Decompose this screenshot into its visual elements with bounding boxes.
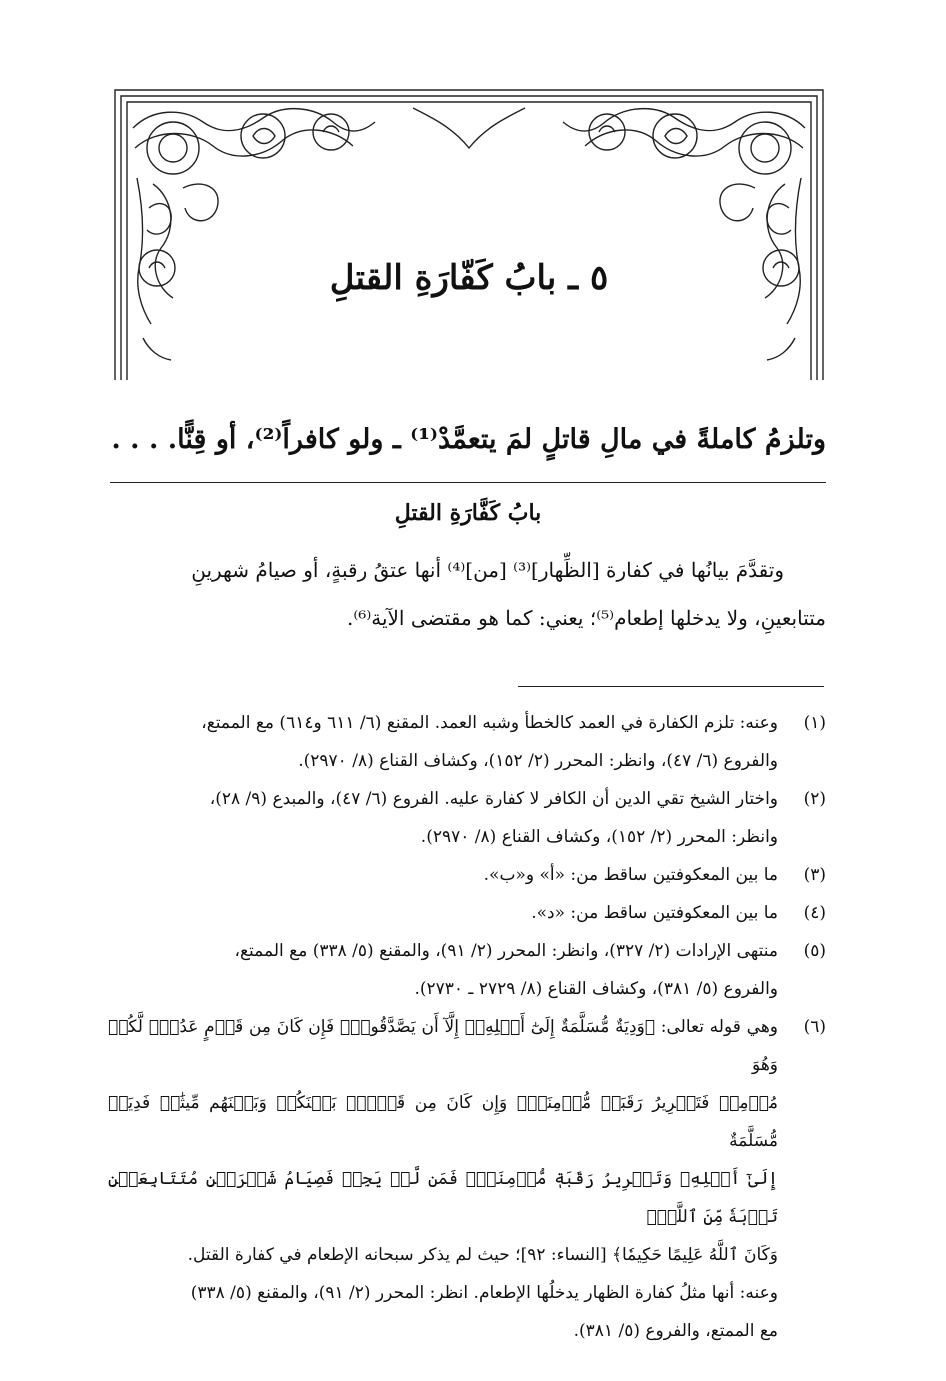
sharh-line: وتقدَّمَ بيانُها في كفارة [الظِّهار]⁽³⁾ [من]⁽⁴⁾ أنها عتقُ رقبةٍ، أو صيامُ شهرينِ xyxy=(191,558,784,582)
footnote xyxy=(108,932,826,1008)
footnote-line: ما بين المعكوفتين ساقط من: «أ» و«ب». xyxy=(483,865,778,885)
footnote xyxy=(108,780,826,856)
ornament-border-icon xyxy=(113,88,825,380)
footnote-number: (٥) xyxy=(803,941,826,961)
matn-text: وتلزمُ كاملةً في مالِ قاتلٍ لمَ يتعمَّدْ⁽¹⁾ ـ ولو كافراً⁽²⁾، أو قِنًّا. . . . xyxy=(111,424,826,455)
footnote-line: وَكَانَ ٱللَّهُ عَلِيمًا حَكِيمٗا﴾ [النساء: ٩٢]؛ حيث لم يذكر سبحانه الإطعام في كفارة القتل. xyxy=(187,1245,778,1265)
footnote xyxy=(108,1008,826,1350)
footnote-number: (٢) xyxy=(803,789,826,809)
footnote-line: والفروع (٦/ ٤٧)، وانظر: المحرر (٢/ ١٥٢)، وكشاف القناع (٨/ ٢٩٧٠). xyxy=(298,751,778,771)
footnote-divider xyxy=(518,686,824,687)
footnote-number: (٣) xyxy=(803,865,826,885)
ornamental-title-frame xyxy=(113,88,825,380)
footnote xyxy=(108,856,826,894)
footnote-line: مُؤۡمِنٞ فَتَحۡرِيرُ رَقَبَةٖ مُّؤۡمِنَةٖۖ وَإِن كَانَ مِن قَوۡمِۭ بَيۡنَكُمۡ وَبَيۡنَهُم مِّيثَٰقٞ فَدِيَةٞ مُّسَلَّمَةٌ xyxy=(108,1093,778,1151)
chapter-title: ٥ ـ بابُ كَفّارَةِ القتلِ xyxy=(329,258,609,298)
footnote-line: وعنه: أنها مثلُ كفارة الظهار يدخلُها الإطعام. انظر: المحرر (٢/ ٩١)، والمقنع (٥/ ٣٣٨) xyxy=(190,1283,778,1303)
footnote-line: مع الممتع، والفروع (٥/ ٣٨١). xyxy=(573,1321,778,1341)
footnote-line: إِلَىٰٓ أَهۡلِهِۦ وَتَحۡرِيرُ رَقَبَةٖ مُّؤۡمِنَةٖۖ فَمَن لَّمۡ يَجِدۡ فَصِيَامُ شَهۡرَيۡنِ مُتَتَابِعَيۡنِ تَوۡبَةٗ مِّنَ ٱللَّهِۗ xyxy=(108,1169,778,1227)
sharh-body xyxy=(110,546,826,642)
footnote-line: ما بين المعكوفتين ساقط من: «د». xyxy=(531,903,778,923)
footnote-line: وهي قوله تعالى: ﴿وَدِيَةٌ مُّسَلَّمَةٌ إِلَىٰٓ أَهۡلِهِۦٓ إِلَّآ أَن يَصَّدَّقُواْۚ فَإِن كَانَ مِن قَوۡمٍ عَدُوّٖ لَّكُمۡ وَهُوَ xyxy=(108,1017,778,1075)
sharh-line: متتابعينِ، ولا يدخلها إطعام⁽⁵⁾؛ يعني: كما هو مقتضى الآية⁽⁶⁾. xyxy=(347,606,826,630)
footnotes xyxy=(108,704,826,1350)
footnote-line: منتهى الإرادات (٢/ ٣٢٧)، وانظر: المحرر (٢/ ٩١)، والمقنع (٥/ ٣٣٨) مع الممتع، xyxy=(234,941,778,961)
footnote-line: والفروع (٥/ ٣٨١)، وكشاف القناع (٨/ ٢٧٢٩ ـ ٢٧٣٠). xyxy=(414,979,778,999)
footnote-line: وعنه: تلزم الكفارة في العمد كالخطأ وشبه العمد. المقنع (٦/ ٦١١ و٦١٤) مع الممتع، xyxy=(201,713,778,733)
footnote-number: (٤) xyxy=(803,903,826,923)
sharh-title: بابُ كَفَّارَةِ القتلِ xyxy=(394,500,542,526)
footnote-number: (١) xyxy=(803,713,826,733)
matn-divider xyxy=(110,482,826,483)
footnote xyxy=(108,704,826,780)
footnote-line: واختار الشيخ تقي الدين أن الكافر لا كفارة عليه. الفروع (٦/ ٤٧)، والمبدع (٩/ ٢٨)، xyxy=(209,789,778,809)
footnote xyxy=(108,894,826,932)
footnote-line: وانظر: المحرر (٢/ ١٥٢)، وكشاف القناع (٨/ ٢٩٧٠). xyxy=(420,827,778,847)
footnote-number: (٦) xyxy=(803,1017,826,1037)
